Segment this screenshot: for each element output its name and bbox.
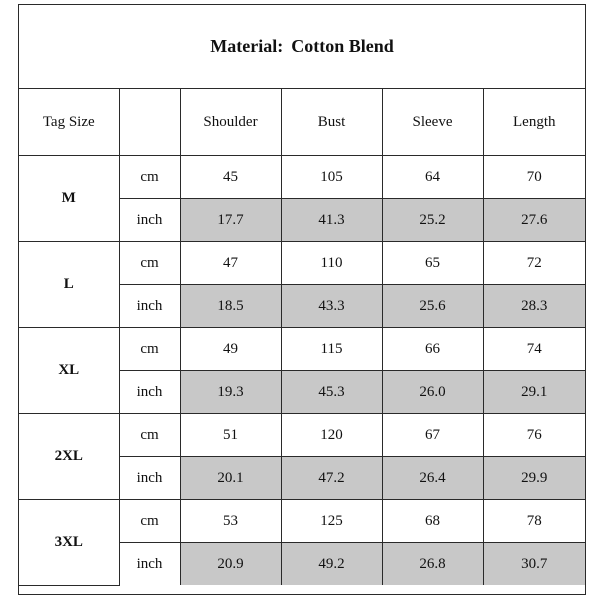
- table-row: [19, 156, 585, 199]
- material-value: Cotton Blend: [291, 36, 394, 56]
- length-cm: 70: [483, 156, 585, 199]
- header-tag-size: Tag Size: [19, 89, 119, 156]
- sleeve-cm: 64: [382, 156, 483, 199]
- material-label: Material:: [210, 36, 284, 56]
- sleeve-cm: 67: [382, 414, 483, 457]
- unit-inch: inch: [119, 199, 180, 242]
- bust-inch: 41.3: [281, 199, 382, 242]
- unit-inch: inch: [119, 457, 180, 500]
- unit-cm: cm: [119, 242, 180, 285]
- length-inch: 29.9: [483, 457, 585, 500]
- shoulder-inch: 20.9: [180, 543, 281, 586]
- sleeve-inch: 25.6: [382, 285, 483, 328]
- length-cm: 76: [483, 414, 585, 457]
- bust-inch: 45.3: [281, 371, 382, 414]
- length-inch: 29.1: [483, 371, 585, 414]
- table-row: [19, 328, 585, 371]
- sleeve-inch: 26.8: [382, 543, 483, 586]
- length-inch: 30.7: [483, 543, 585, 586]
- size-label-3xl: 3XL: [19, 500, 119, 586]
- unit-cm: cm: [119, 328, 180, 371]
- table-row: [19, 242, 585, 285]
- shoulder-inch: 20.1: [180, 457, 281, 500]
- unit-inch: inch: [119, 543, 180, 586]
- length-cm: 72: [483, 242, 585, 285]
- size-table: [19, 89, 585, 586]
- shoulder-cm: 45: [180, 156, 281, 199]
- bust-inch: 49.2: [281, 543, 382, 586]
- bust-cm: 105: [281, 156, 382, 199]
- bust-cm: 125: [281, 500, 382, 543]
- size-label-m: M: [19, 156, 119, 242]
- sleeve-cm: 68: [382, 500, 483, 543]
- header-row: [19, 89, 585, 156]
- sleeve-inch: 26.0: [382, 371, 483, 414]
- unit-inch: inch: [119, 371, 180, 414]
- unit-cm: cm: [119, 414, 180, 457]
- shoulder-inch: 19.3: [180, 371, 281, 414]
- unit-inch: inch: [119, 285, 180, 328]
- length-cm: 78: [483, 500, 585, 543]
- size-chart: [18, 4, 586, 595]
- shoulder-cm: 53: [180, 500, 281, 543]
- bust-cm: 115: [281, 328, 382, 371]
- shoulder-inch: 17.7: [180, 199, 281, 242]
- table-row: [19, 414, 585, 457]
- shoulder-inch: 18.5: [180, 285, 281, 328]
- table-row: [19, 500, 585, 543]
- size-label-2xl: 2XL: [19, 414, 119, 500]
- header-sleeve: Sleeve: [382, 89, 483, 156]
- shoulder-cm: 47: [180, 242, 281, 285]
- header-bust: Bust: [281, 89, 382, 156]
- header-unit: [119, 89, 180, 156]
- unit-cm: cm: [119, 500, 180, 543]
- header-shoulder: Shoulder: [180, 89, 281, 156]
- bust-cm: 110: [281, 242, 382, 285]
- length-inch: 27.6: [483, 199, 585, 242]
- header-length: Length: [483, 89, 585, 156]
- shoulder-cm: 51: [180, 414, 281, 457]
- shoulder-cm: 49: [180, 328, 281, 371]
- bust-cm: 120: [281, 414, 382, 457]
- length-inch: 28.3: [483, 285, 585, 328]
- size-label-l: L: [19, 242, 119, 328]
- length-cm: 74: [483, 328, 585, 371]
- size-label-xl: XL: [19, 328, 119, 414]
- sleeve-inch: 25.2: [382, 199, 483, 242]
- material-title: [19, 5, 585, 89]
- bust-inch: 43.3: [281, 285, 382, 328]
- unit-cm: cm: [119, 156, 180, 199]
- sleeve-cm: 66: [382, 328, 483, 371]
- sleeve-inch: 26.4: [382, 457, 483, 500]
- bust-inch: 47.2: [281, 457, 382, 500]
- sleeve-cm: 65: [382, 242, 483, 285]
